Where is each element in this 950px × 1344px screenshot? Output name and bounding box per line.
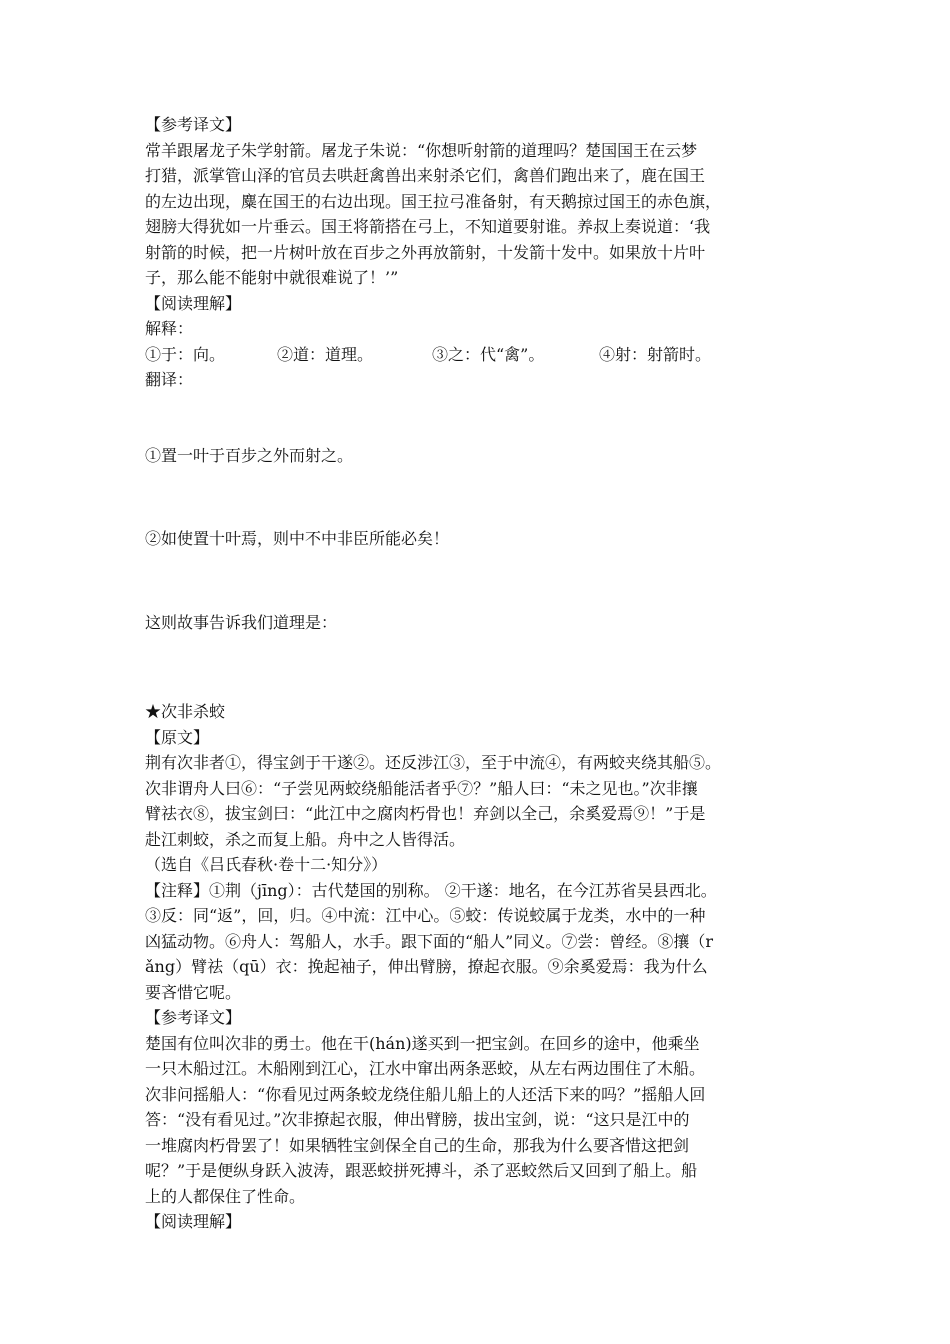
translation-line: 楚国有位叫次非的勇士。他在干(hán)遂买到一把宝剑。在回乡的途中，他乘坐 bbox=[145, 1033, 700, 1053]
section-heading: 【阅读理解】 bbox=[145, 293, 242, 313]
gloss-item: ③之：代“禽”。 bbox=[432, 344, 545, 364]
translation-line: 次非问摇船人：“你看见过两条蛟龙绕住船儿船上的人还活下来的吗？”摇船人回 bbox=[145, 1084, 706, 1104]
paragraph-line: 打猎，派掌管山泽的官员去哄赶禽兽出来射杀它们，禽兽们跑出来了，鹿在国王 bbox=[145, 166, 706, 185]
question: ②如使置十叶焉，则中不中非臣所能必矣！ bbox=[145, 529, 450, 548]
paragraph-line: 射箭的时候，把一片树叶放在百步之外再放箭射，十发箭十发中。如果放十片叶 bbox=[145, 242, 706, 262]
gloss-label: 解释： bbox=[145, 319, 194, 338]
section-heading: 【参考译文】 bbox=[145, 115, 242, 134]
gloss-item: ①于：向。 bbox=[145, 344, 226, 364]
document-page bbox=[145, 112, 813, 1235]
gloss-item: ②道：道理。 bbox=[277, 344, 374, 364]
original-line: 赴江刺蛟，杀之而复上船。舟中之人皆得活。 bbox=[145, 829, 466, 849]
section-heading: 【阅读理解】 bbox=[145, 1212, 242, 1231]
answer-space bbox=[145, 635, 813, 699]
original-line: 臂祛衣⑧，拔宝剑曰：“此江中之腐肉朽骨也！弃剑以全己，余奚爱焉⑨！”于是 bbox=[145, 804, 706, 823]
translation-line: 呢？”于是便纵身跃入波涛，跟恶蛟拼死搏斗，杀了恶蛟然后又回到了船上。船 bbox=[145, 1161, 698, 1180]
gloss-item: ④射：射箭时。 bbox=[599, 344, 712, 364]
question: 这则故事告诉我们道理是： bbox=[145, 612, 338, 632]
notes-line: ǎng）臂祛（qū）衣：挽起袖子，伸出臂膀，撩起衣服。⑨余奚爱焉：我为什么 bbox=[145, 957, 708, 976]
notes-line: 凶猛动物。⑥舟人：驾船人，水手。跟下面的“船人”同义。⑦尝：曾经。⑧攘（r bbox=[145, 931, 714, 951]
gloss-row bbox=[145, 342, 813, 368]
answer-space bbox=[145, 468, 813, 526]
translation-line: 上的人都保住了性命。 bbox=[145, 1186, 306, 1206]
paragraph-line: 子，那么能不能射中就很难说了！’” bbox=[145, 268, 399, 287]
translation-line: 一堆腐肉朽骨罢了！如果牺牲宝剑保全自己的生命，那我为什么要吝惜这把剑 bbox=[145, 1135, 690, 1155]
translate-label: 翻译： bbox=[145, 370, 194, 389]
translation-line: 答：“没有看见过。”次非撩起衣服，伸出臂膀，拔出宝剑，说：“这只是江中的 bbox=[145, 1110, 690, 1129]
paragraph-line: 常羊跟屠龙子朱学射箭。屠龙子朱说：“你想听射箭的道理吗？楚国国王在云梦 bbox=[145, 140, 698, 160]
answer-space bbox=[145, 552, 813, 610]
section-heading: 【参考译文】 bbox=[145, 1008, 242, 1027]
translation-line: 一只木船过江。木船刚到江心，江水中窜出两条恶蛟，从左右两边围住了木船。 bbox=[145, 1059, 706, 1078]
notes-line: 要吝惜它呢。 bbox=[145, 982, 242, 1002]
story-title: ★次非杀蛟 bbox=[145, 702, 226, 721]
paragraph-line: 翅膀大得犹如一片垂云。国王将箭搭在弓上，不知道要射谁。养叔上奏说道：‘我 bbox=[145, 217, 711, 236]
original-line: 次非谓舟人曰⑥：“子尝见两蛟绕船能活者乎⑦？”船人曰：“未之见也。”次非攘 bbox=[145, 778, 698, 798]
notes-line: ③反：同“返”，回，归。④中流：江中心。⑤蛟：传说蛟属于龙类，水中的一种 bbox=[145, 906, 706, 925]
source-note: （选自《吕氏春秋·卷十二·知分》） bbox=[145, 855, 388, 874]
notes-line: 【注释】①荆（jīng）：古代楚国的别称。 ②干遂：地名，在今江苏省吴县西北。 bbox=[145, 880, 717, 900]
question: ①置一叶于百步之外而射之。 bbox=[145, 445, 354, 465]
section-heading: 【原文】 bbox=[145, 727, 210, 747]
paragraph-line: 的左边出现，麋在国王的右边出现。国王拉弓准备射，有天鹅掠过国王的赤色旗， bbox=[145, 191, 722, 211]
original-line: 荆有次非者①，得宝剑于干遂②。还反涉江③，至于中流④，有两蛟夹绕其船⑤。 bbox=[145, 753, 722, 772]
answer-space bbox=[145, 393, 813, 443]
